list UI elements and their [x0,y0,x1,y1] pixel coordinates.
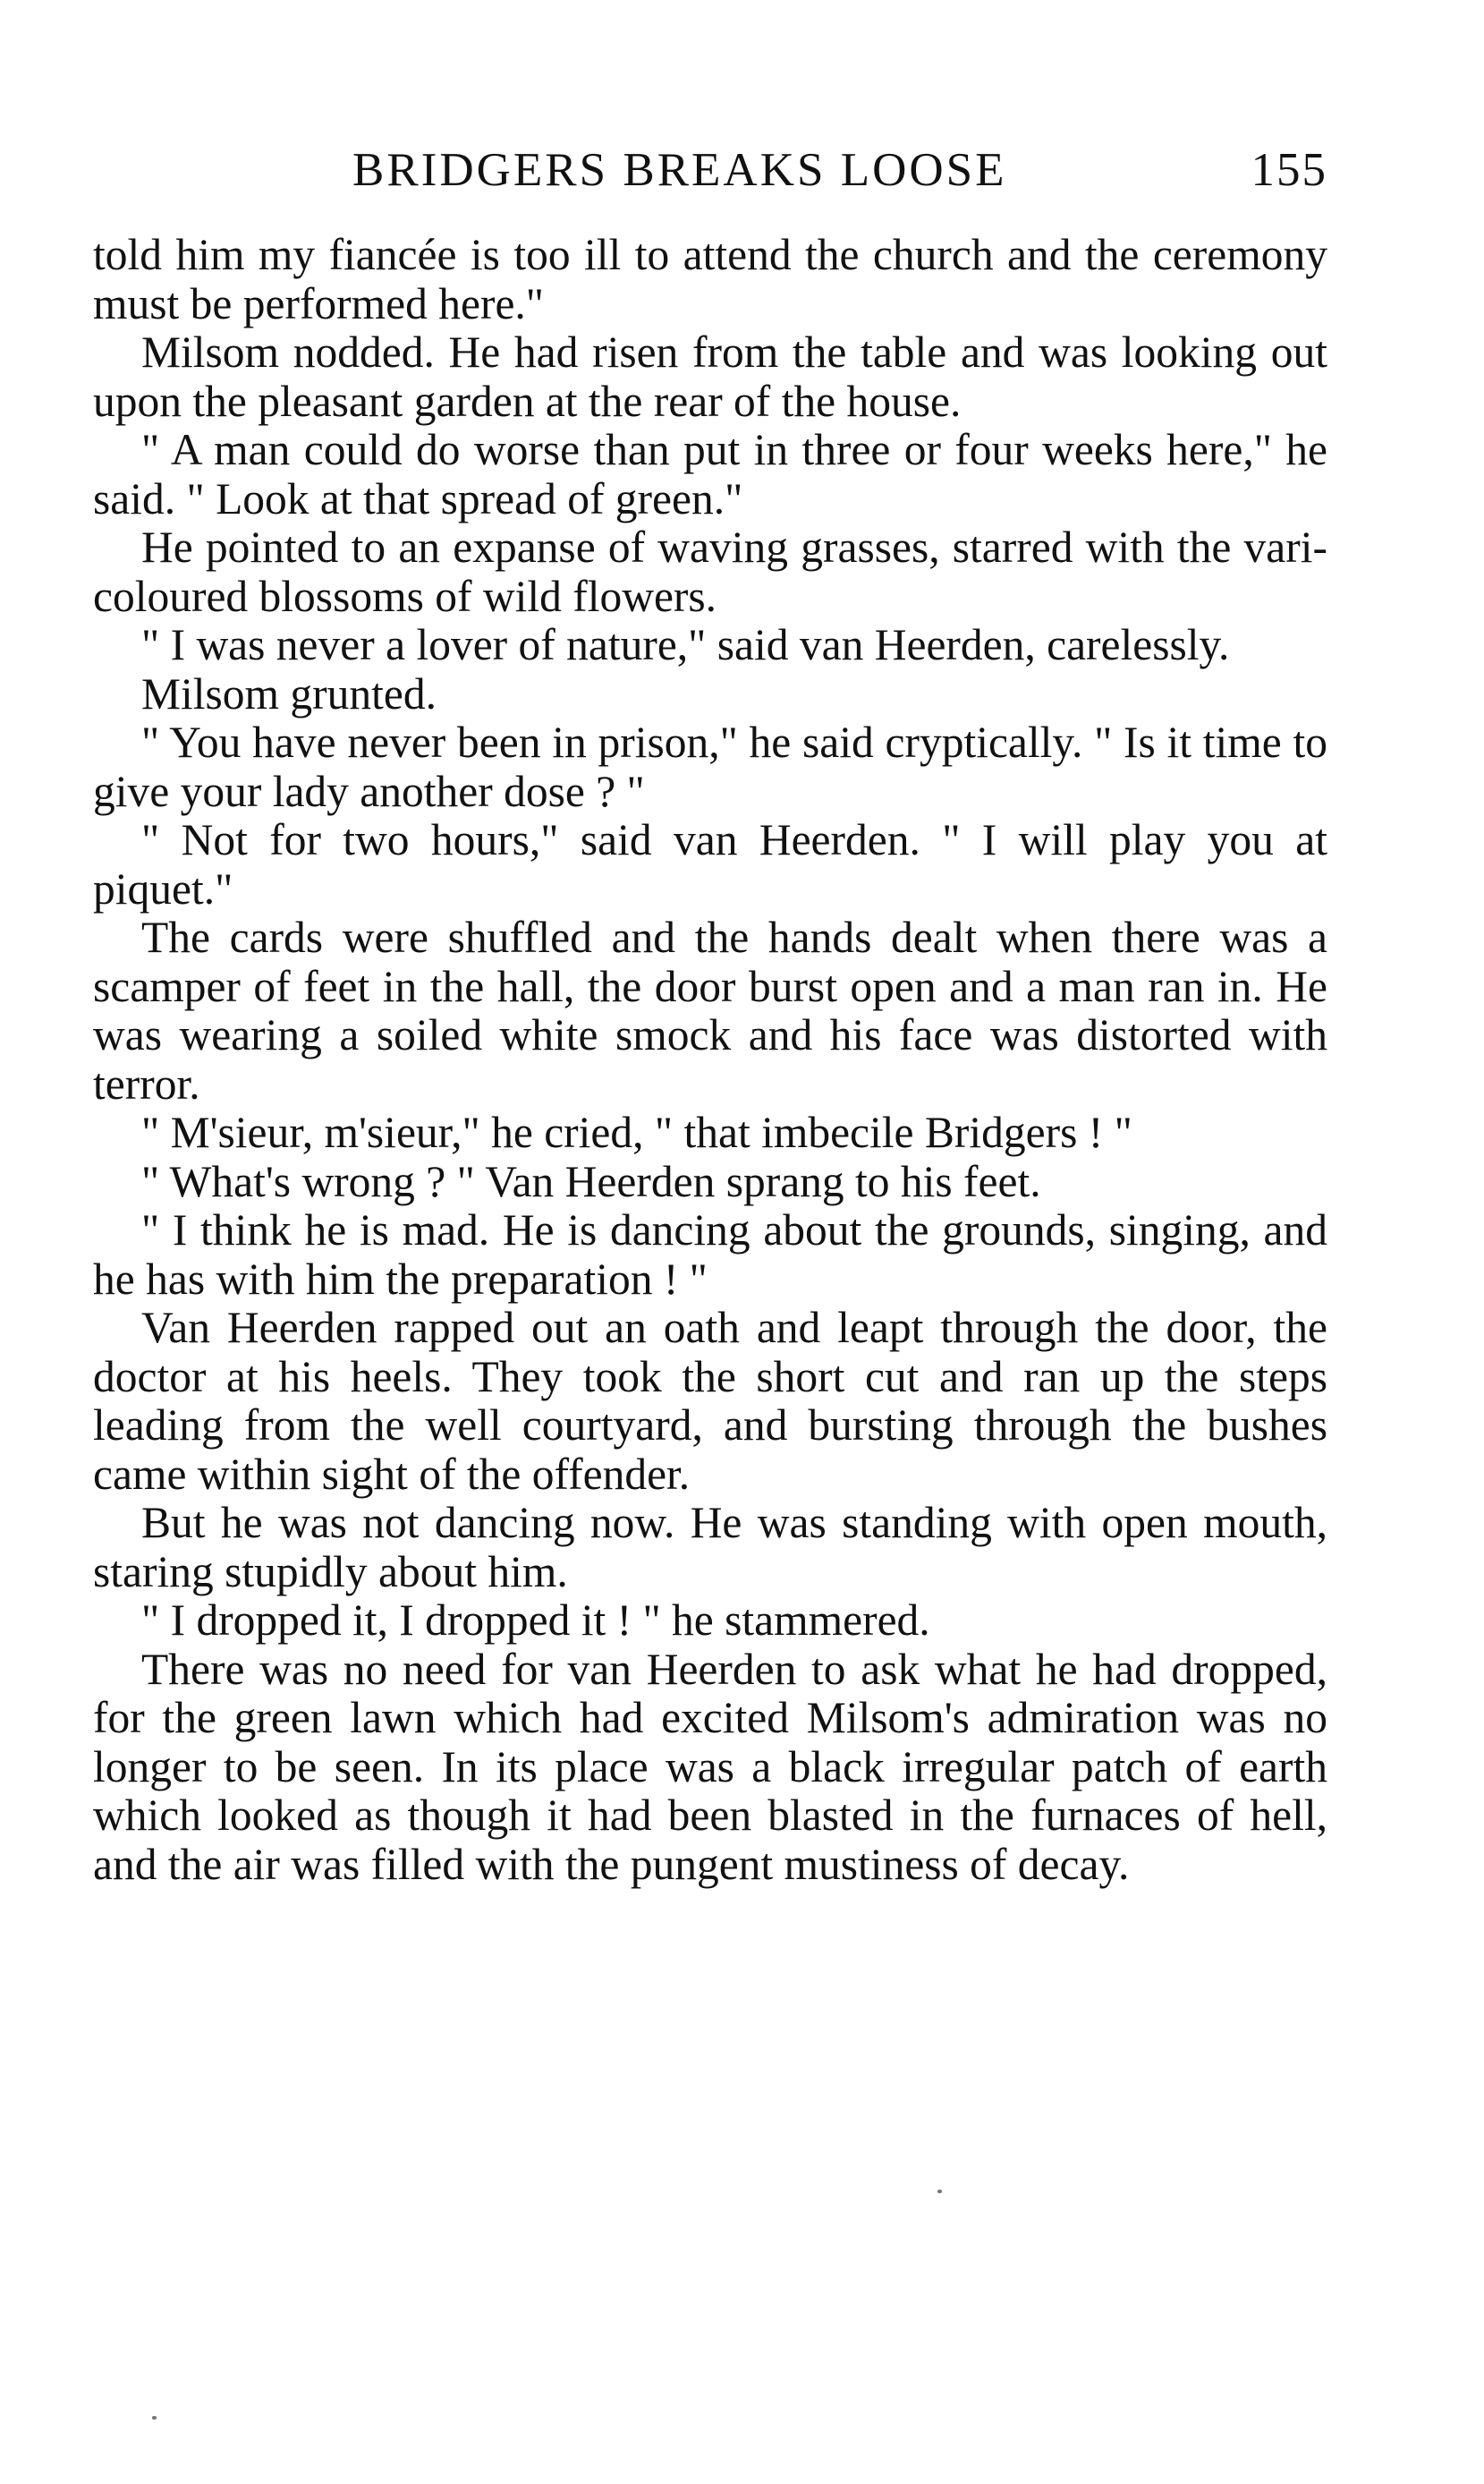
paragraph: " You have never been in prison," he said cryptically. " Is it time to give your lady another dose ? " [93,718,1327,816]
paragraph: Milsom grunted. [141,668,437,719]
paragraph: " Not for two hours," said van Heerden. " I will play you at piquet." [93,815,1327,914]
page-number: 155 [1251,144,1327,196]
paragraph: But he was not dancing now. He was standing with open mouth, staring stupidly about him. [93,1498,1327,1596]
body-text [93,231,1327,1889]
paragraph: Milsom nodded. He had risen from the table and was looking out upon the pleasant garden at the rear of the house. [93,328,1327,426]
paragraph: He pointed to an expanse of waving grasses, starred with the vari-coloured blossoms of wild flowers. [93,523,1327,621]
paragraph: " A man could do worse than put in three or four weeks here," he said. " Look at that spread of green." [93,425,1327,523]
paragraph: The cards were shuffled and the hands dealt when there was a scamper of feet in the hall, the door burst open and a man ran in. He was wearing a soiled white smock and his face was distorted with terror. [93,913,1327,1109]
paragraph-continued: told him my fiancée is too ill to attend the church and the ceremony must be performed here." [93,230,1327,328]
paragraph: " M'sieur, m'sieur," he cried, " that imbecile Bridgers ! " [141,1108,1132,1157]
scan-speck [937,2190,942,2193]
paragraph: There was no need for van Heerden to ask what he had dropped, for the green lawn which had excited Milsom's admiration was no longer to be seen. In its place was a black irregular patch of earth which looked as though it had been blasted in the furnaces of hell, and the air was filled with the pungent mustiness of decay. [93,1644,1327,1889]
paragraph: " I dropped it, I dropped it ! " he stammered. [141,1595,930,1645]
paragraph: " I think he is mad. He is dancing about the grounds, singing, and he has with him the preparation ! " [93,1205,1327,1304]
running-title: BRIDGERS BREAKS LOOSE [352,144,1007,196]
scan-speck [152,2416,157,2420]
paragraph: " I was never a lover of nature," said van Heerden, carelessly. [141,620,1230,669]
paragraph: " What's wrong ? " Van Heerden sprang to his feet. [141,1156,1041,1206]
running-head [93,134,1327,206]
paragraph: Van Heerden rapped out an oath and leapt through the door, the doctor at his heels. They took the short cut and ran up the steps leading from the well courtyard, and bursting through the bushes came within sight of the offender. [93,1303,1327,1499]
